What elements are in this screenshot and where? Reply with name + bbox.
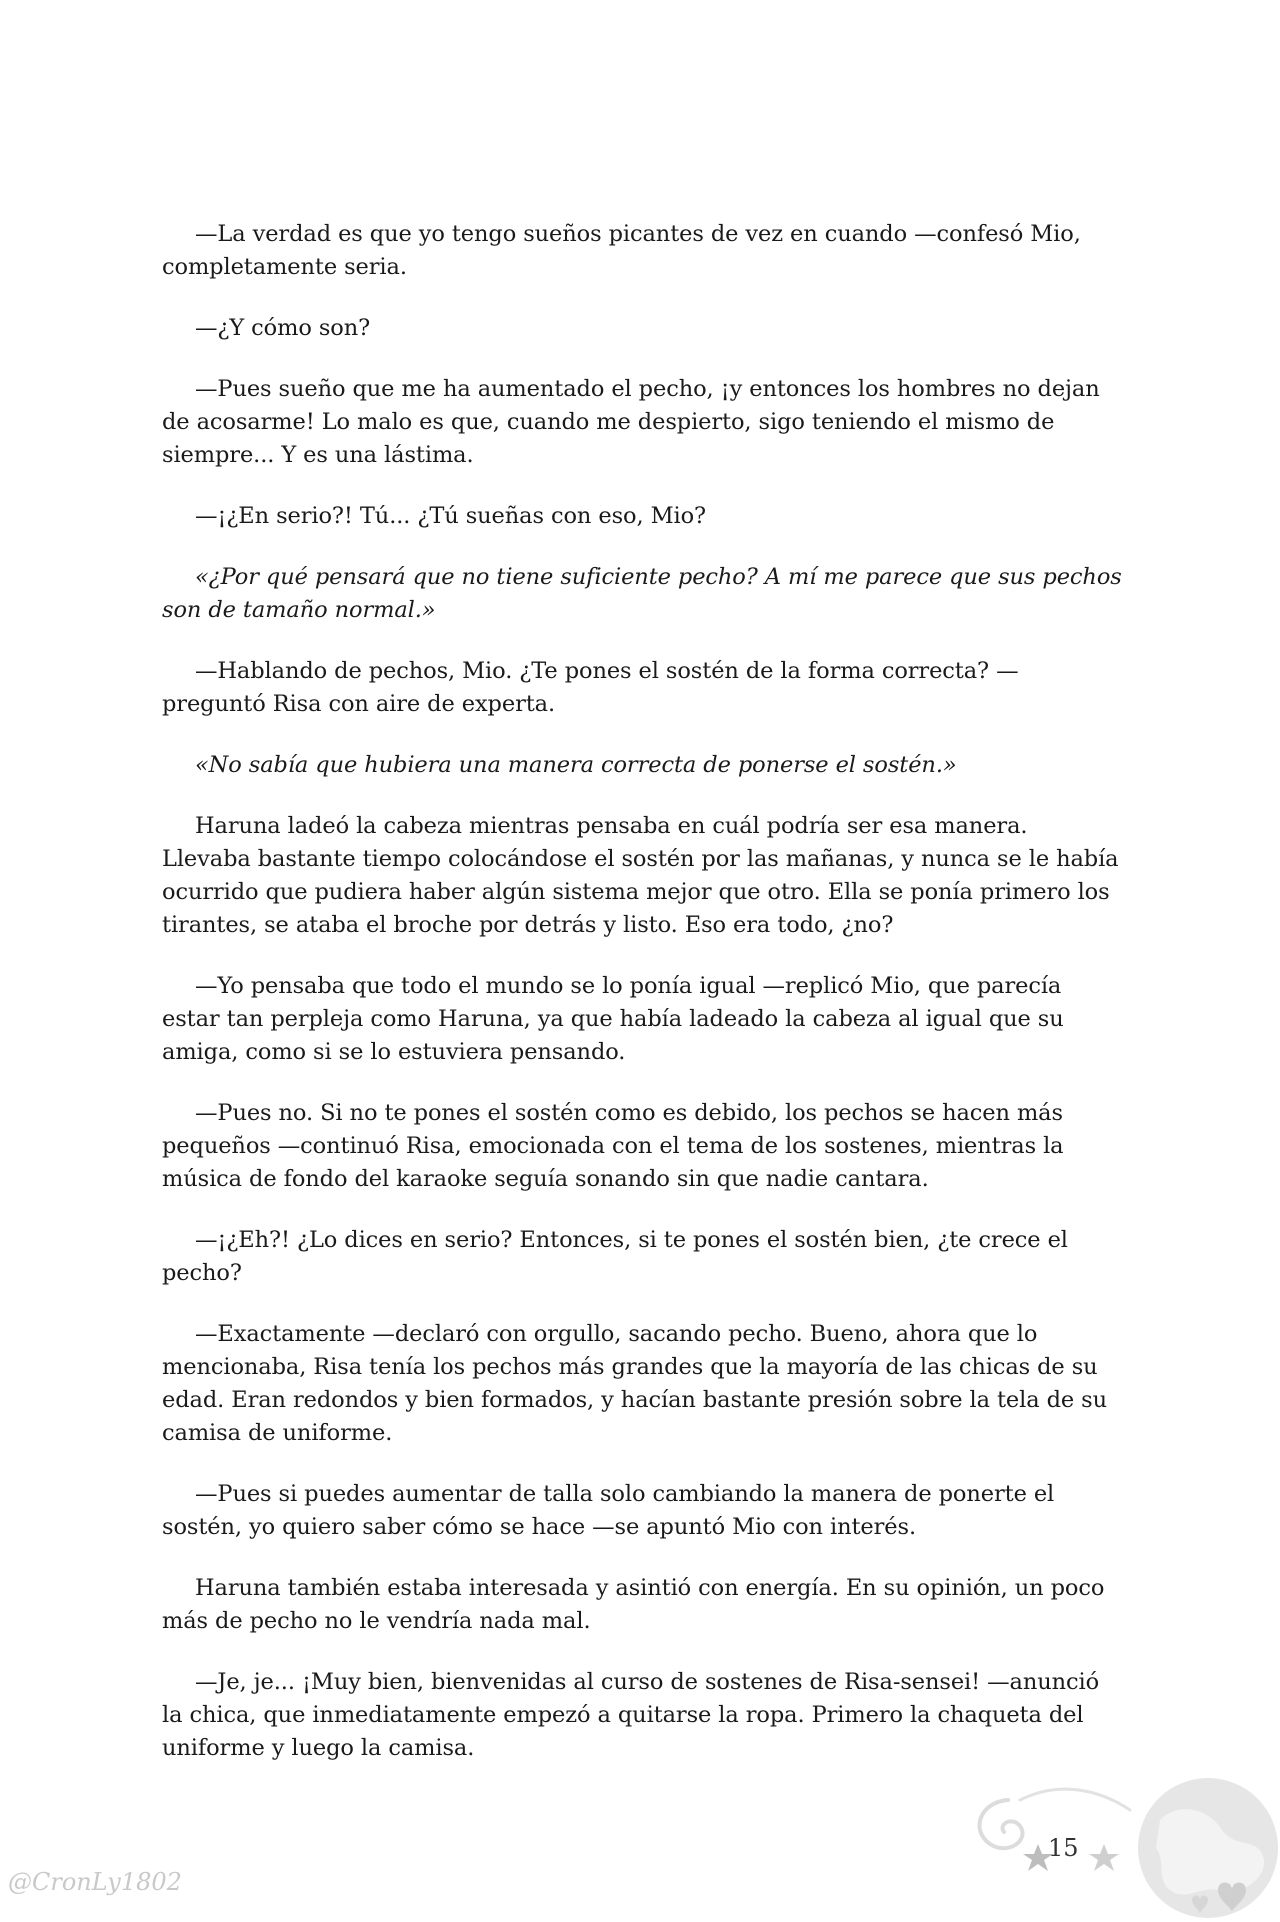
paragraph: —¡¿Eh?! ¿Lo dices en serio? Entonces, si te pones el sostén bien, ¿te crece el pecho?	[162, 1227, 1068, 1286]
paragraph: —Pues si puedes aumentar de talla solo cambiando la manera de ponerte el sostén, yo quiero saber cómo se hace —se apuntó Mio con interés.	[162, 1481, 1055, 1540]
paragraph: —Exactamente —declaró con orgullo, sacando pecho. Bueno, ahora que lo mencionaba, Risa tenía los pechos más grandes que la mayoría de las chicas de su edad. Eran redondos y bien formados, y hacían bastante presión sobre la tela de su camisa de uniforme.	[162, 1321, 1107, 1446]
thought-paragraph: «No sabía que hubiera una manera correcta de ponerse el sostén.»	[195, 752, 957, 778]
paragraph: —Je, je... ¡Muy bien, bienvenidas al curso de sostenes de Risa-sensei! —anunció la chica, que inmediatamente empezó a quitarse la ropa. Primero la chaqueta del uniforme y luego la camisa.	[162, 1669, 1100, 1761]
thought-paragraph: «¿Por qué pensará que no tiene suficiente pecho? A mí me parece que sus pechos son de tamaño normal.»	[162, 564, 1122, 623]
paragraph: —La verdad es que yo tengo sueños picantes de vez en cuando —confesó Mio, completamente seria.	[162, 221, 1081, 280]
page-number: 15	[1048, 1834, 1079, 1862]
paragraph: —¿Y cómo son?	[195, 315, 371, 341]
watermark: @CronLy1802	[8, 1868, 182, 1896]
paragraph: —Hablando de pechos, Mio. ¿Te pones el sostén de la forma correcta? —preguntó Risa con aire de experta.	[162, 658, 1019, 717]
paragraph: —Pues no. Si no te pones el sostén como es debido, los pechos se hacen más pequeños —continuó Risa, emocionada con el tema de los sostenes, mientras la música de fondo del karaoke seguía sonando sin que nadie cantara.	[162, 1100, 1064, 1192]
moon-stars-ornament-icon	[960, 1740, 1280, 1922]
paragraph: —¡¿En serio?! Tú... ¿Tú sueñas con eso, Mio?	[195, 503, 707, 529]
paragraph: —Pues sueño que me ha aumentado el pecho, ¡y entonces los hombres no dejan de acosarme! Lo malo es que, cuando me despierto, sigo teniendo el mismo de siempre... Y es una lástima.	[162, 376, 1100, 468]
page-body	[162, 218, 1122, 1793]
paragraph: Haruna también estaba interesada y asintió con energía. En su opinión, un poco más de pecho no le vendría nada mal.	[162, 1575, 1105, 1634]
paragraph: —Yo pensaba que todo el mundo se lo ponía igual —replicó Mio, que parecía estar tan perpleja como Haruna, ya que había ladeado la cabeza al igual que su amiga, como si se lo estuviera pensando.	[162, 973, 1064, 1065]
paragraph: Haruna ladeó la cabeza mientras pensaba en cuál podría ser esa manera. Llevaba bastante tiempo colocándose el sostén por las mañanas, y nunca se le había ocurrido que pudiera haber algún sistema mejor que otro. Ella se ponía primero los tirantes, se ataba el broche por detrás y listo. Eso era todo, ¿no?	[162, 813, 1119, 938]
